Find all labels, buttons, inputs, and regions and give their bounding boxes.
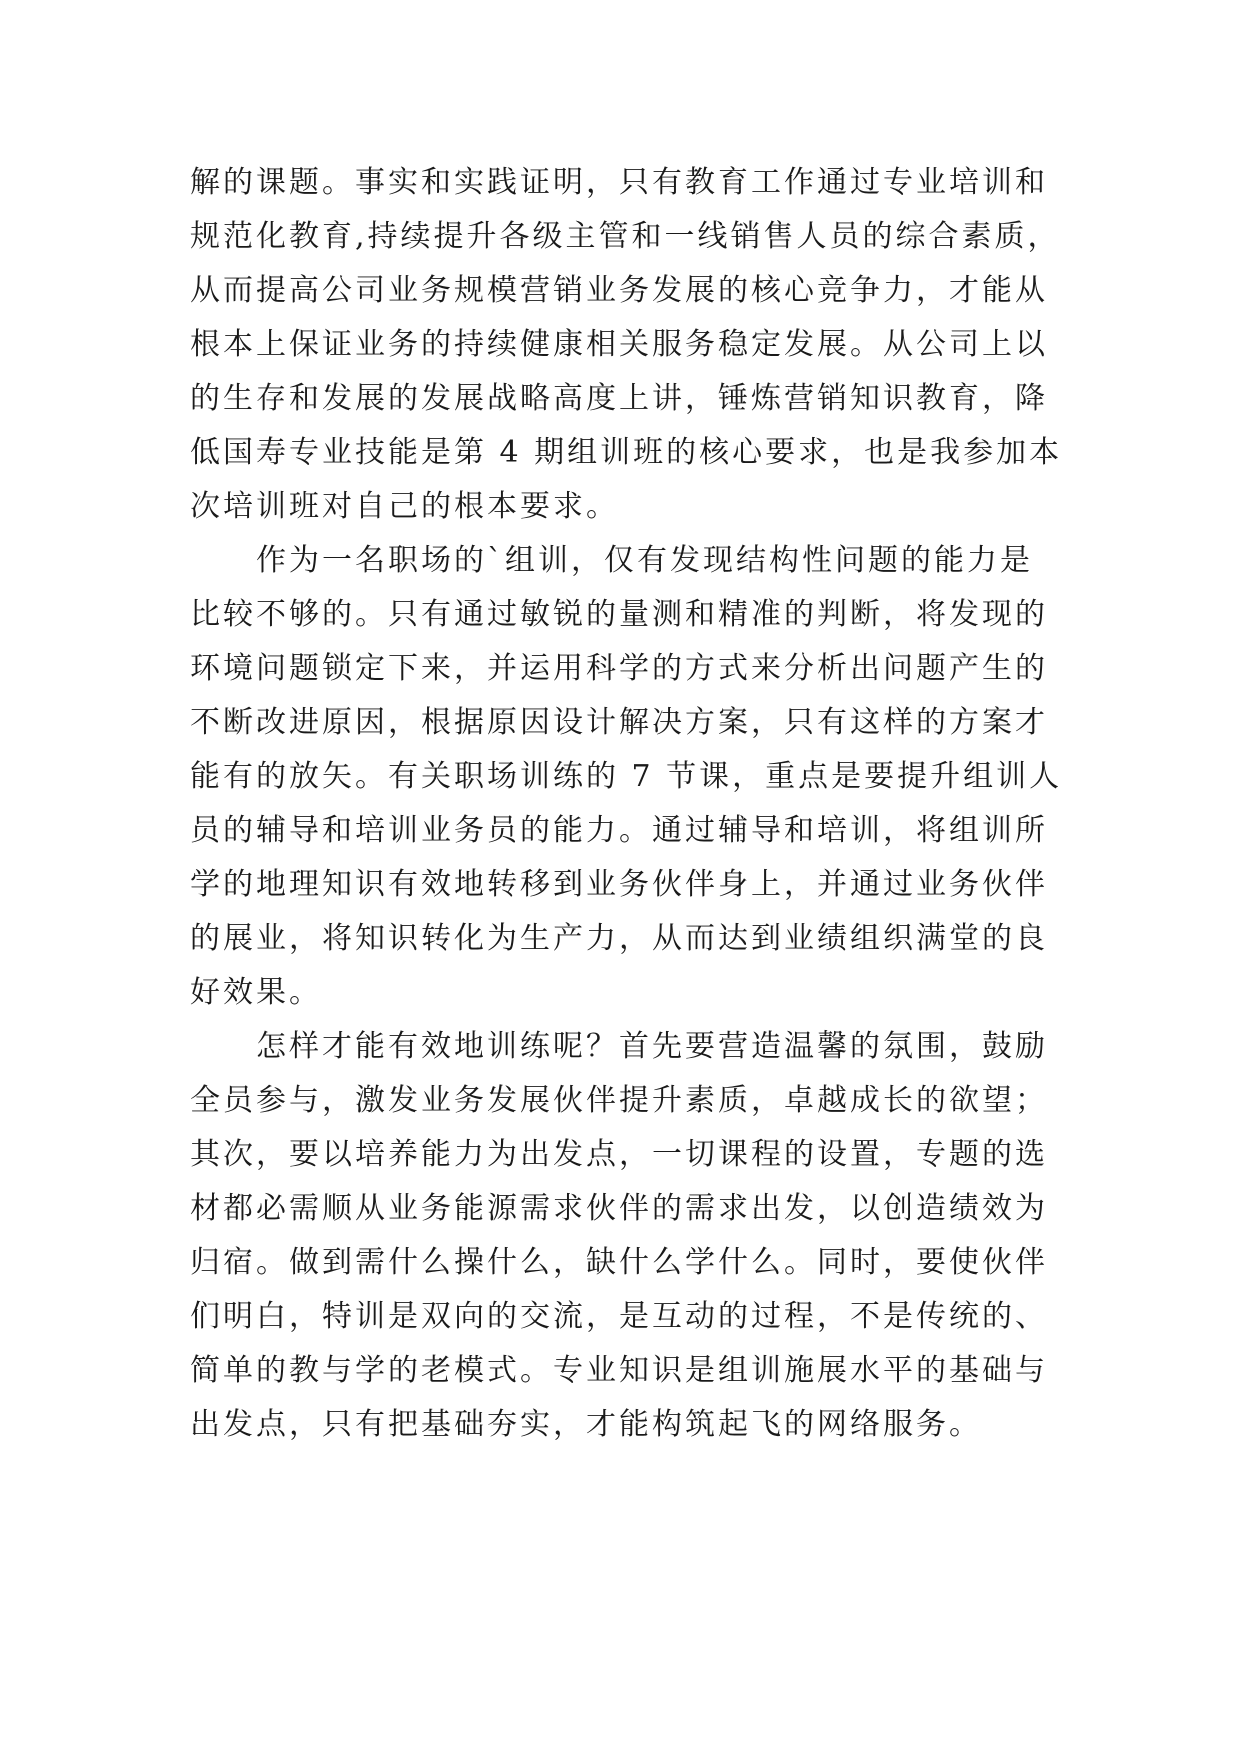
body-text [190, 156, 1090, 1452]
text-line: 环境问题锁定下来，并运用科学的方式来分析出问题产生的 [190, 651, 1048, 686]
text-line: 从而提高公司业务规模营销业务发展的核心竞争力，才能从 [190, 273, 1048, 308]
text-line: 归宿。做到需什么操什么，缺什么学什么。同时，要使伙伴 [190, 1245, 1048, 1280]
text-line: 的生存和发展的发展战略高度上讲，锤炼营销知识教育，降 [190, 381, 1048, 416]
text-line: 出发点，只有把基础夯实，才能构筑起飞的网络服务。 [190, 1407, 982, 1442]
text-line: 低国寿专业技能是第 4 期组训班的核心要求，也是我参加本 [190, 435, 1063, 470]
text-line: 的展业，将知识转化为生产力，从而达到业绩组织满堂的良 [190, 921, 1048, 956]
text-line: 们明白，特训是双向的交流，是互动的过程，不是传统的、 [190, 1299, 1048, 1334]
text-line: 比较不够的。只有通过敏锐的量测和精准的判断，将发现的 [190, 597, 1048, 632]
text-line: 解的课题。事实和实践证明，只有教育工作通过专业培训和 [190, 165, 1048, 200]
text-line: 好效果。 [190, 975, 322, 1010]
text-line: 全员参与，激发业务发展伙伴提升素质，卓越成长的欲望； [190, 1083, 1048, 1118]
text-line: 次培训班对自己的根本要求。 [190, 489, 619, 524]
text-line: 规范化教育,持续提升各级主管和一线销售人员的综合素质， [190, 219, 1061, 254]
text-line: 材都必需顺从业务能源需求伙伴的需求出发，以创造绩效为 [190, 1191, 1048, 1226]
text-line: 学的地理知识有效地转移到业务伙伴身上，并通过业务伙伴 [190, 867, 1048, 902]
text-line: 其次，要以培养能力为出发点，一切课程的设置，专题的选 [190, 1137, 1048, 1172]
text-line: 不断改进原因，根据原因设计解决方案，只有这样的方案才 [190, 705, 1048, 740]
text-line: 根本上保证业务的持续健康相关服务稳定发展。从公司上以 [190, 327, 1048, 362]
text-line: 简单的教与学的老模式。专业知识是组训施展水平的基础与 [190, 1353, 1048, 1388]
paragraph-start-line: 作为一名职场的`组训，仅有发现结构性问题的能力是 [256, 543, 1033, 578]
paragraph-start-line: 怎样才能有效地训练呢？首先要营造温馨的氛围，鼓励 [256, 1029, 1048, 1064]
text-line: 能有的放矢。有关职场训练的 7 节课，重点是要提升组训人 [190, 759, 1063, 794]
text-line: 员的辅导和培训业务员的能力。通过辅导和培训，将组训所 [190, 813, 1048, 848]
